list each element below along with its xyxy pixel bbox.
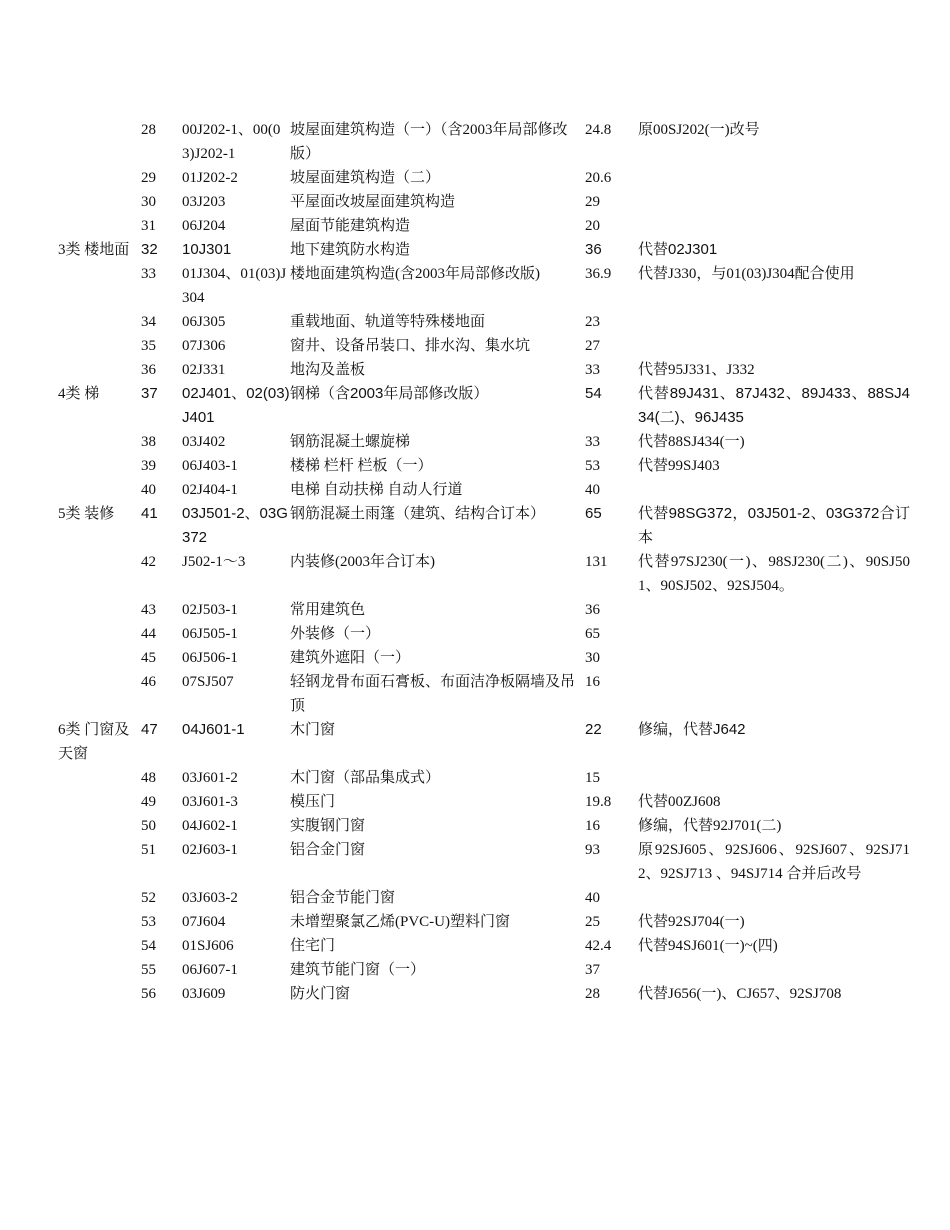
title-cell: 地下建筑防水构造: [290, 241, 411, 258]
code-cell: 06J403-1: [182, 458, 238, 474]
note-cell: 代替J330，与01(03)J304配合使用: [638, 266, 855, 282]
number-cell: 51: [141, 842, 156, 858]
price-cell: 27: [585, 338, 600, 354]
price-cell: 33: [585, 434, 600, 450]
category-cell: [58, 550, 141, 598]
category-cell: [58, 454, 141, 478]
number-cell: 46: [141, 674, 156, 690]
code-cell: 04J601-1: [182, 721, 245, 738]
category-cell: [58, 886, 141, 910]
code-cell: 01SJ606: [182, 938, 234, 954]
number-cell: 52: [141, 890, 156, 906]
number-cell: 30: [141, 194, 156, 210]
table-row: [58, 598, 910, 622]
code-cell: 01J304、01(03)J304: [182, 266, 287, 306]
title-cell: 木门窗（部品集成式）: [290, 770, 441, 786]
title-cell: 内装修(2003年合订本): [290, 554, 435, 570]
code-cell: 00J202-1、00(03)J202-1: [182, 122, 281, 162]
number-cell: 42: [141, 554, 156, 570]
table-row: [58, 982, 910, 1006]
note-cell: 修编，代替J642: [638, 721, 746, 738]
number-cell: 29: [141, 170, 156, 186]
title-cell: 铝合金门窗: [290, 842, 366, 858]
number-cell: 55: [141, 962, 156, 978]
category-cell: [58, 766, 141, 790]
category-cell: 5类 装修: [58, 506, 115, 522]
code-cell: 07J604: [182, 914, 226, 930]
category-cell: [58, 262, 141, 310]
category-cell: [58, 358, 141, 382]
code-cell: 06J505-1: [182, 626, 238, 642]
note-cell: [638, 190, 910, 214]
category-cell: [58, 478, 141, 502]
title-cell: 楼梯 栏杆 栏板（一）: [290, 458, 433, 474]
code-cell: 03J601-3: [182, 794, 238, 810]
number-cell: 36: [141, 362, 156, 378]
table-row: [58, 238, 910, 262]
price-cell: 29: [585, 194, 600, 210]
price-cell: 19.8: [585, 794, 612, 810]
category-cell: [58, 310, 141, 334]
note-cell: [638, 166, 910, 190]
number-cell: 49: [141, 794, 156, 810]
note-cell: [638, 310, 910, 334]
table-row: [58, 814, 910, 838]
table-row: [58, 454, 910, 478]
price-cell: 53: [585, 458, 600, 474]
note-cell: 代替97SJ230(一)、98SJ230(二)、90SJ501、90SJ502、92SJ504。: [638, 554, 910, 594]
category-cell: 4类 梯: [58, 386, 100, 402]
table-row: [58, 646, 910, 670]
table-row: [58, 766, 910, 790]
price-cell: 40: [585, 890, 600, 906]
title-cell: 钢筋混凝土雨篷（建筑、结构合订本）: [290, 505, 546, 522]
title-cell: 常用建筑色: [290, 602, 366, 618]
note-cell: 代替00ZJ608: [638, 794, 721, 810]
price-cell: 42.4: [585, 938, 612, 954]
price-cell: 40: [585, 482, 600, 498]
note-cell: 代替94SJ601(一)~(四): [638, 938, 778, 954]
number-cell: 38: [141, 434, 156, 450]
table-row: [58, 838, 910, 886]
category-cell: [58, 646, 141, 670]
title-cell: 外装修（一）: [290, 626, 381, 642]
note-cell: 代替89J431、87J432、89J433、88SJ434(二)、96J435: [638, 385, 910, 426]
table-body: [58, 118, 910, 1006]
number-cell: 50: [141, 818, 156, 834]
table-row: [58, 670, 910, 718]
price-cell: 25: [585, 914, 600, 930]
title-cell: 窗井、设备吊装口、排水沟、集水坑: [290, 338, 531, 354]
price-cell: 16: [585, 674, 600, 690]
number-cell: 56: [141, 986, 156, 1002]
title-cell: 木门窗: [290, 721, 336, 738]
note-cell: [638, 598, 910, 622]
number-cell: 37: [141, 385, 158, 402]
table-row: [58, 214, 910, 238]
note-cell: [638, 334, 910, 358]
table-row: [58, 910, 910, 934]
number-cell: 44: [141, 626, 156, 642]
code-cell: 10J301: [182, 241, 232, 258]
code-cell: 03J501-2、03G372: [182, 505, 288, 546]
price-cell: 15: [585, 770, 600, 786]
title-cell: 重载地面、轨道等特殊楼地面: [290, 314, 486, 330]
category-cell: [58, 958, 141, 982]
price-cell: 33: [585, 362, 600, 378]
title-cell: 实腹钢门窗: [290, 818, 366, 834]
title-cell: 铝合金节能门窗: [290, 890, 396, 906]
note-cell: [638, 646, 910, 670]
category-cell: 3类 楼地面: [58, 242, 130, 258]
title-cell: 建筑节能门窗（一）: [290, 962, 426, 978]
note-cell: [638, 214, 910, 238]
note-cell: [638, 478, 910, 502]
note-cell: 原00SJ202(一)改号: [638, 122, 760, 138]
number-cell: 28: [141, 122, 156, 138]
note-cell: 代替99SJ403: [638, 458, 720, 474]
number-cell: 33: [141, 266, 156, 282]
title-cell: 模压门: [290, 794, 336, 810]
price-cell: 131: [585, 554, 608, 570]
note-cell: 代替02J301: [638, 241, 718, 258]
price-cell: 22: [585, 721, 602, 738]
note-cell: [638, 766, 910, 790]
note-cell: [638, 622, 910, 646]
price-cell: 36: [585, 241, 602, 258]
title-cell: 轻钢龙骨布面石膏板、布面洁净板隔墙及吊顶: [290, 674, 576, 714]
price-cell: 30: [585, 650, 600, 666]
price-cell: 24.8: [585, 122, 612, 138]
category-cell: [58, 622, 141, 646]
price-cell: 65: [585, 626, 600, 642]
title-cell: 未增塑聚氯乙烯(PVC-U)塑料门窗: [290, 914, 510, 930]
code-cell: 03J601-2: [182, 770, 238, 786]
price-cell: 54: [585, 385, 602, 402]
table-row: [58, 550, 910, 598]
number-cell: 47: [141, 721, 158, 738]
price-cell: 65: [585, 505, 602, 522]
number-cell: 43: [141, 602, 156, 618]
number-cell: 32: [141, 241, 158, 258]
title-cell: 建筑外遮阳（一）: [290, 650, 411, 666]
note-cell: 修编，代替92J701(二): [638, 818, 782, 834]
category-cell: [58, 118, 141, 166]
title-cell: 电梯 自动扶梯 自动人行道: [290, 482, 463, 498]
title-cell: 钢筋混凝土螺旋梯: [290, 434, 411, 450]
category-cell: [58, 910, 141, 934]
note-cell: [638, 886, 910, 910]
title-cell: 坡屋面建筑构造（一）（含2003年局部修改版）: [290, 122, 568, 162]
price-cell: 20: [585, 218, 600, 234]
note-cell: 代替98SG372，03J501-2、03G372合订本: [638, 505, 910, 546]
number-cell: 39: [141, 458, 156, 474]
number-cell: 48: [141, 770, 156, 786]
code-cell: 02J331: [182, 362, 226, 378]
category-cell: [58, 790, 141, 814]
code-cell: 06J506-1: [182, 650, 238, 666]
code-cell: 02J404-1: [182, 482, 238, 498]
category-cell: [58, 838, 141, 886]
table-row: [58, 382, 910, 430]
code-cell: 06J607-1: [182, 962, 238, 978]
category-cell: [58, 190, 141, 214]
price-cell: 36.9: [585, 266, 612, 282]
price-cell: 93: [585, 842, 600, 858]
code-cell: 07J306: [182, 338, 226, 354]
table-row: [58, 886, 910, 910]
title-cell: 住宅门: [290, 938, 336, 954]
code-cell: 02J503-1: [182, 602, 238, 618]
code-cell: 06J305: [182, 314, 226, 330]
price-cell: 28: [585, 986, 600, 1002]
code-cell: J502-1～3: [182, 554, 246, 570]
category-cell: [58, 166, 141, 190]
note-cell: 代替92SJ704(一): [638, 914, 745, 930]
price-cell: 36: [585, 602, 600, 618]
table-row: [58, 310, 910, 334]
code-cell: 01J202-2: [182, 170, 238, 186]
price-cell: 23: [585, 314, 600, 330]
title-cell: 楼地面建筑构造(含2003年局部修改版): [290, 266, 540, 282]
category-cell: [58, 430, 141, 454]
table-row: [58, 118, 910, 166]
table-row: [58, 478, 910, 502]
code-cell: 03J402: [182, 434, 226, 450]
note-cell: [638, 958, 910, 982]
table-row: [58, 190, 910, 214]
table-row: [58, 790, 910, 814]
table-row: [58, 502, 910, 550]
category-cell: [58, 334, 141, 358]
category-cell: [58, 814, 141, 838]
category-cell: 6类 门窗及天窗: [58, 722, 130, 762]
number-cell: 41: [141, 505, 158, 522]
title-cell: 平屋面改坡屋面建筑构造: [290, 194, 456, 210]
table-row: [58, 358, 910, 382]
price-cell: 16: [585, 818, 600, 834]
code-cell: 06J204: [182, 218, 226, 234]
code-cell: 02J603-1: [182, 842, 238, 858]
note-cell: 代替J656(一)、CJ657、92SJ708: [638, 986, 842, 1002]
note-cell: 代替95J331、J332: [638, 362, 755, 378]
table-row: [58, 718, 910, 766]
note-cell: 代替88SJ434(一): [638, 434, 745, 450]
code-cell: 02J401、02(03)J401: [182, 385, 290, 426]
price-cell: 20.6: [585, 170, 612, 186]
note-cell: [638, 670, 910, 718]
number-cell: 35: [141, 338, 156, 354]
table-row: [58, 622, 910, 646]
table-row: [58, 934, 910, 958]
table-row: [58, 334, 910, 358]
table-row: [58, 430, 910, 454]
category-cell: [58, 214, 141, 238]
title-cell: 坡屋面建筑构造（二）: [290, 170, 441, 186]
number-cell: 34: [141, 314, 156, 330]
number-cell: 40: [141, 482, 156, 498]
title-cell: 钢梯（含2003年局部修改版）: [290, 385, 489, 402]
table-row: [58, 262, 910, 310]
price-cell: 37: [585, 962, 600, 978]
code-cell: 04J602-1: [182, 818, 238, 834]
code-cell: 03J609: [182, 986, 226, 1002]
title-cell: 地沟及盖板: [290, 362, 366, 378]
category-cell: [58, 934, 141, 958]
category-cell: [58, 598, 141, 622]
title-cell: 屋面节能建筑构造: [290, 218, 411, 234]
category-cell: [58, 982, 141, 1006]
code-cell: 03J603-2: [182, 890, 238, 906]
number-cell: 45: [141, 650, 156, 666]
document-page: [58, 118, 918, 1006]
table-row: [58, 958, 910, 982]
table-row: [58, 166, 910, 190]
number-cell: 31: [141, 218, 156, 234]
category-cell: [58, 670, 141, 718]
number-cell: 53: [141, 914, 156, 930]
standards-catalog-table: [58, 118, 910, 1006]
code-cell: 03J203: [182, 194, 226, 210]
note-cell: 原92SJ605、92SJ606、92SJ607、92SJ712、92SJ713 、94SJ714 合并后改号: [638, 842, 910, 882]
code-cell: 07SJ507: [182, 674, 234, 690]
number-cell: 54: [141, 938, 156, 954]
title-cell: 防火门窗: [290, 986, 351, 1002]
